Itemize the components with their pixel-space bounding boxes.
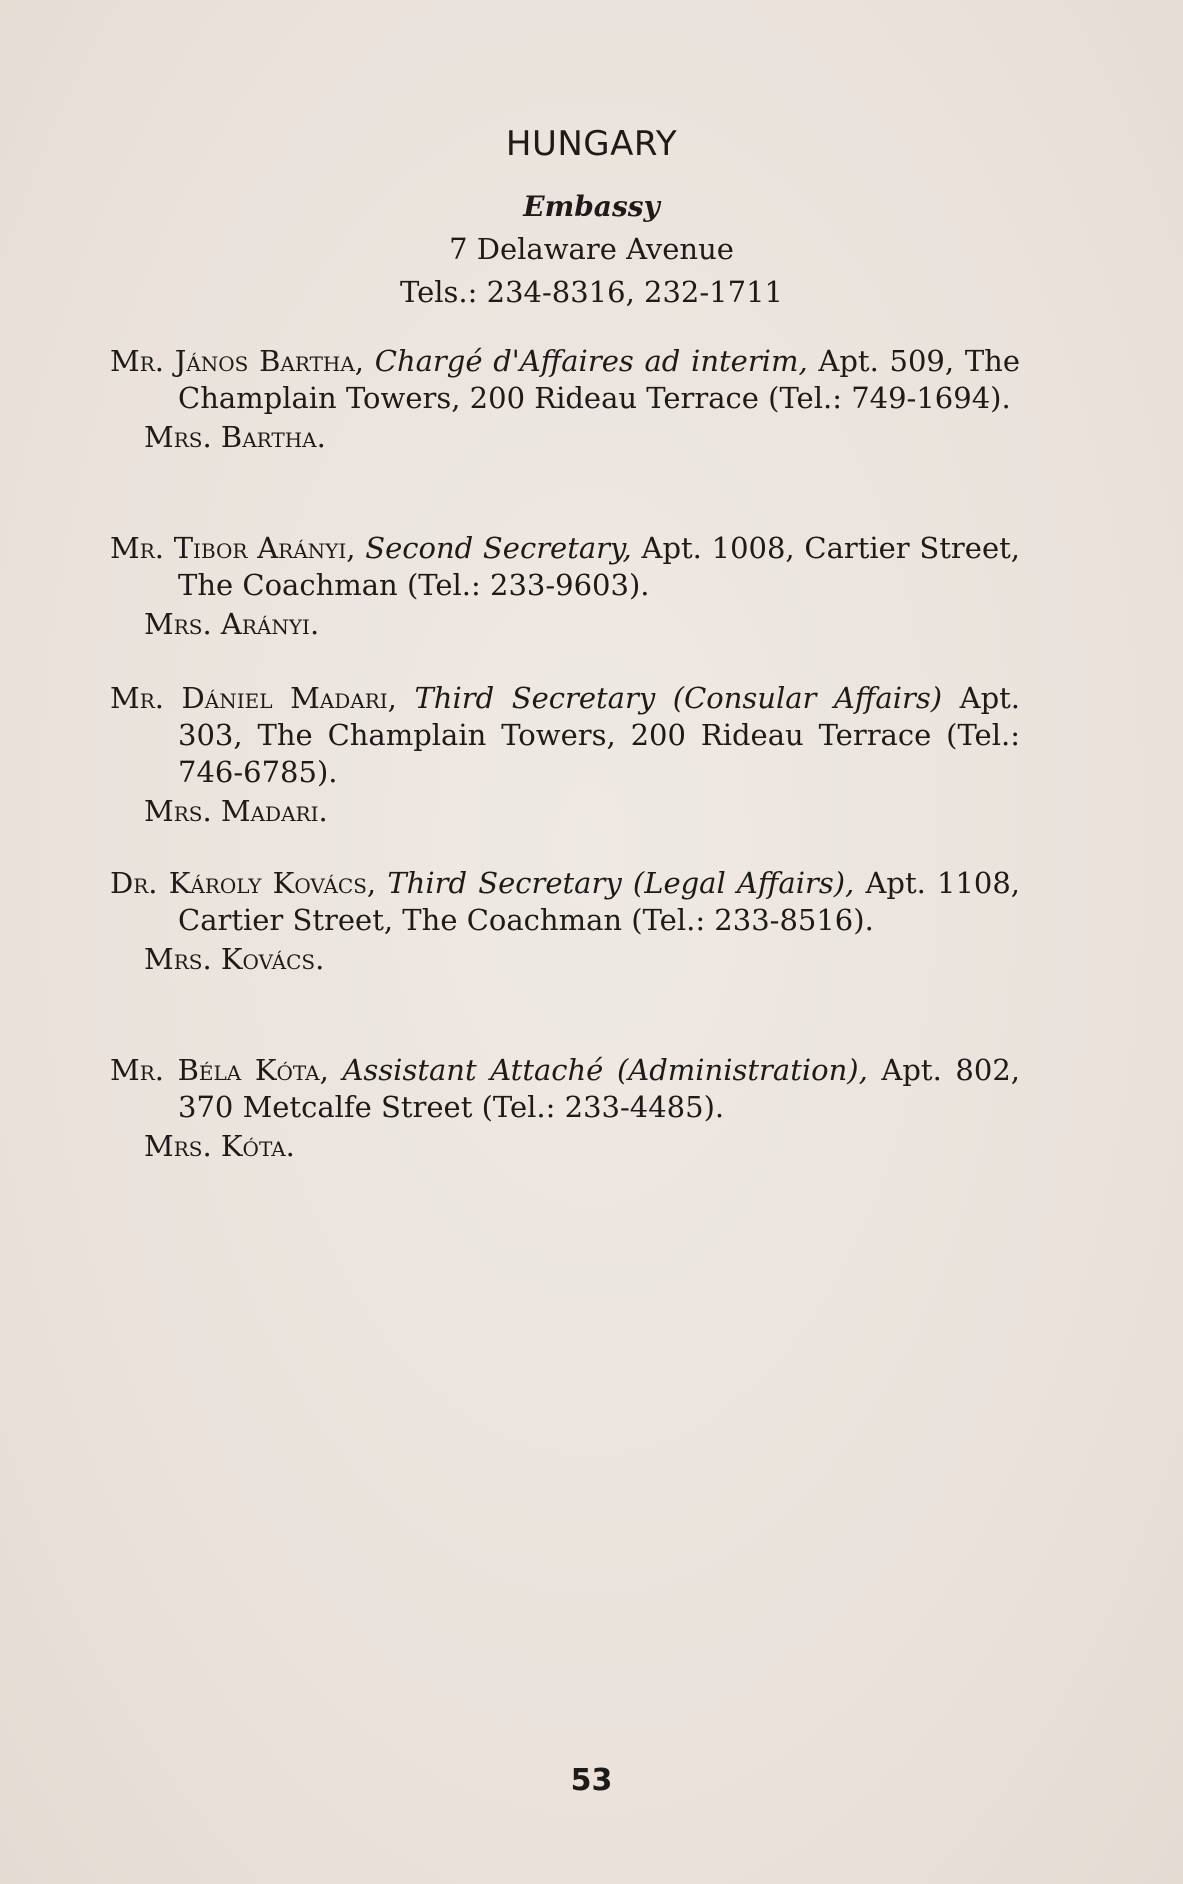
entry-details: Apt. 303, The Champlain Towers, 200 Rideau Terrace (Tel.: 746-6785). xyxy=(178,681,1021,789)
entry-main xyxy=(110,865,1020,939)
entry-main xyxy=(110,343,1020,417)
entry-name: János Bartha, xyxy=(174,344,365,378)
diplomat-entry xyxy=(110,1052,1020,1165)
diplomat-entry xyxy=(110,343,1020,456)
entry-position: Third Secretary (Consular Affairs) xyxy=(414,681,943,715)
diplomat-entry xyxy=(110,865,1020,978)
entry-position: Assistant Attaché (Administration), xyxy=(342,1053,868,1087)
mission-address: 7 Delaware Avenue xyxy=(449,232,734,266)
diplomat-entry xyxy=(110,680,1020,830)
entry-position: Third Secretary (Legal Affairs), xyxy=(387,866,855,900)
entry-spouse: Mrs. Kovács. xyxy=(144,942,325,976)
entry-spouse: Mrs. Arányi. xyxy=(144,607,320,641)
entry-main xyxy=(110,1052,1020,1126)
mission-telephones: Tels.: 234-8316, 232-1711 xyxy=(400,275,783,309)
entry-details: Apt. 802, 370 Metcalfe Street (Tel.: 233-4485). xyxy=(178,1053,1020,1124)
entry-title: Mr. xyxy=(110,1053,164,1087)
entry-title: Mr. xyxy=(110,681,164,715)
entry-details: Apt. 1108, Cartier Street, The Coachman (Tel.: 233-8516). xyxy=(178,866,1021,937)
entry-name: Tibor Arányi, xyxy=(173,531,356,565)
entry-name: Béla Kóta, xyxy=(177,1053,329,1087)
country-heading: HUNGARY xyxy=(505,124,678,164)
entry-main xyxy=(110,530,1020,604)
diplomat-entry xyxy=(110,530,1020,643)
entry-details: Apt. 1008, Cartier Street, The Coachman (Tel.: 233-9603). xyxy=(178,531,1020,602)
entry-spouse: Mrs. Kóta. xyxy=(144,1129,295,1163)
entry-name: Dániel Madari, xyxy=(181,681,397,715)
entry-position: Second Secretary, xyxy=(365,531,632,565)
page-number: 53 xyxy=(570,1763,613,1798)
entry-details: Apt. 509, The Champlain Towers, 200 Rideau Terrace (Tel.: 749-1694). xyxy=(178,344,1021,415)
entry-title: Mr. xyxy=(110,344,164,378)
entry-spouse: Mrs. Madari. xyxy=(144,794,328,828)
entry-name: Károly Kovács, xyxy=(168,866,377,900)
entry-title: Mr. xyxy=(110,531,164,565)
entry-main xyxy=(110,680,1020,791)
entry-spouse: Mrs. Bartha. xyxy=(144,420,326,454)
mission-type: Embassy xyxy=(523,190,660,223)
entry-title: Dr. xyxy=(110,866,158,900)
entry-position: Chargé d'Affaires ad interim, xyxy=(374,344,808,378)
